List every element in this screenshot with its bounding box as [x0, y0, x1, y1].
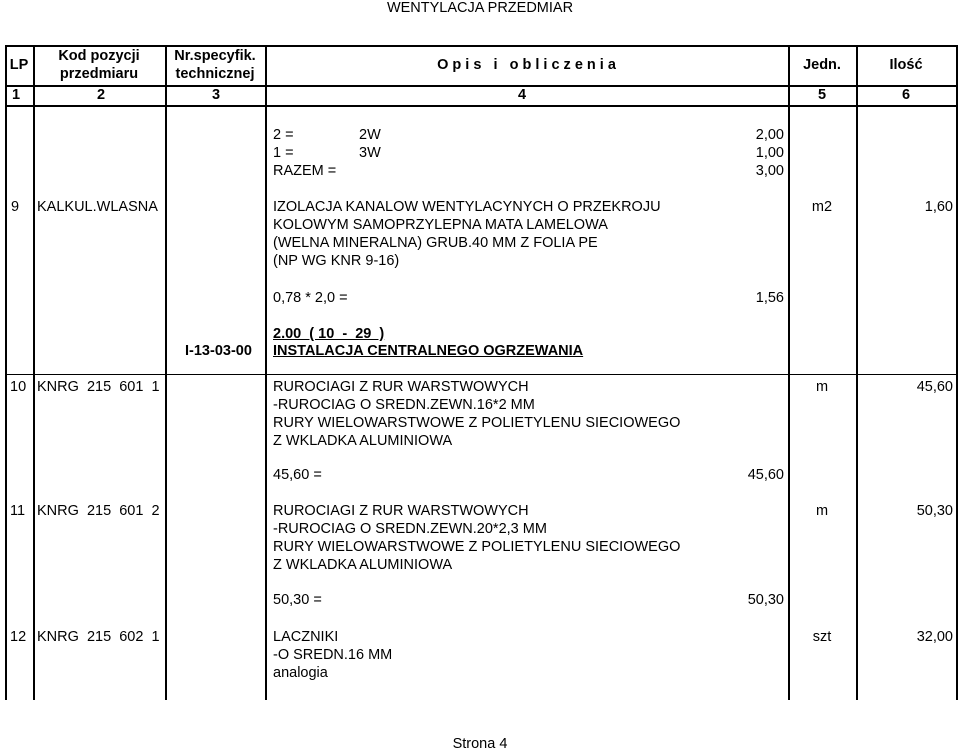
header-separator [5, 85, 957, 87]
item-unit: szt [812, 629, 832, 645]
col-number: 2 [97, 87, 106, 103]
calc-value: 1,00 [755, 145, 784, 161]
col-number: 1 [12, 87, 21, 103]
header-kod-line1: Kod pozycji [58, 48, 140, 64]
col-number: 3 [212, 87, 221, 103]
item-desc-line: -RUROCIAG O SREDN.ZEWN.20*2,3 MM [273, 521, 547, 537]
col-numbers-separator [5, 105, 957, 107]
item-calc: 50,30 = [273, 592, 322, 608]
item-lp: 10 [10, 379, 27, 395]
item-desc-line: RUROCIAGI Z RUR WARSTWOWYCH [273, 379, 529, 395]
item-calc-value: 45,60 [747, 467, 784, 483]
table-top-border [5, 45, 957, 47]
section-separator [5, 374, 957, 375]
calc-value: 2,00 [755, 127, 784, 143]
header-spec-line2: technicznej [175, 66, 255, 82]
col-border-6 [956, 45, 958, 700]
header-kod-line2: przedmiaru [59, 66, 139, 82]
item-desc-line: (WELNA MINERALNA) GRUB.40 MM Z FOLIA PE [273, 235, 598, 251]
item-desc-line: RURY WIELOWARSTWOWE Z POLIETYLENU SIECIOWEGO [273, 539, 681, 555]
col-border-0 [5, 45, 7, 700]
item-kod: KALKUL.WLASNA [37, 199, 158, 215]
item-qty: 50,30 [916, 503, 953, 519]
item-qty: 32,00 [916, 629, 953, 645]
item-kod: KNRG 215 601 1 [37, 379, 160, 395]
page-number: Strona 4 [452, 736, 508, 752]
item-lp: 9 [11, 199, 20, 215]
col-border-3 [265, 45, 267, 700]
item-calc: 0,78 * 2,0 = [273, 290, 348, 306]
item-desc-line: -RUROCIAG O SREDN.ZEWN.16*2 MM [273, 397, 535, 413]
header-ilosc: Ilość [889, 57, 923, 73]
col-number: 4 [518, 87, 527, 103]
item-calc-value: 50,30 [747, 592, 784, 608]
item-desc-line: RURY WIELOWARSTWOWE Z POLIETYLENU SIECIOWEGO [273, 415, 681, 431]
calc-factor: 2W [359, 127, 381, 143]
section-title: INSTALACJA CENTRALNEGO OGRZEWANIA [273, 343, 584, 359]
calc-factor: 3W [359, 145, 381, 161]
document-title: WENTYLACJA PRZEDMIAR [386, 0, 574, 16]
header-opis: O p i s i o b l i c z e n i a [437, 57, 616, 73]
header-spec-line1: Nr.specyfik. [174, 48, 256, 64]
item-unit: m [815, 379, 829, 395]
col-number: 6 [902, 87, 911, 103]
item-desc-line: IZOLACJA KANALOW WENTYLACYNYCH O PRZEKROJU [273, 199, 661, 215]
item-desc-line: KOLOWYM SAMOPRZYLEPNA MATA LAMELOWA [273, 217, 608, 233]
item-desc-line: Z WKLADKA ALUMINIOWA [273, 557, 453, 573]
col-number: 5 [818, 87, 827, 103]
item-kod: KNRG 215 602 1 [37, 629, 160, 645]
item-kod: KNRG 215 601 2 [37, 503, 160, 519]
item-desc-line: RUROCIAGI Z RUR WARSTWOWYCH [273, 503, 529, 519]
item-qty: 45,60 [916, 379, 953, 395]
calc-value: 3,00 [755, 163, 784, 179]
item-desc-line: analogia [273, 665, 328, 681]
calc-label: RAZEM = [273, 163, 337, 179]
item-desc-line: LACZNIKI [273, 629, 339, 645]
item-qty: 1,60 [924, 199, 953, 215]
item-lp: 12 [10, 629, 27, 645]
item-lp: 11 [10, 503, 26, 519]
col-border-1 [33, 45, 35, 700]
section-spec: I-13-03-00 [185, 343, 252, 359]
col-border-4 [788, 45, 790, 700]
item-desc-line: (NP WG KNR 9-16) [273, 253, 400, 269]
item-unit: m [815, 503, 829, 519]
item-desc-line: -O SREDN.16 MM [273, 647, 393, 663]
calc-label: 1 = [273, 145, 294, 161]
col-border-5 [856, 45, 858, 700]
header-jedn: Jedn. [803, 57, 841, 73]
calc-label: 2 = [273, 127, 294, 143]
item-desc-line: Z WKLADKA ALUMINIOWA [273, 433, 453, 449]
item-calc-value: 1,56 [755, 290, 784, 306]
item-unit: m2 [811, 199, 833, 215]
item-calc: 45,60 = [273, 467, 322, 483]
col-border-2 [165, 45, 167, 700]
section-code: 2.00 ( 10 - 29 ) [273, 326, 385, 342]
header-lp: LP [9, 57, 29, 73]
